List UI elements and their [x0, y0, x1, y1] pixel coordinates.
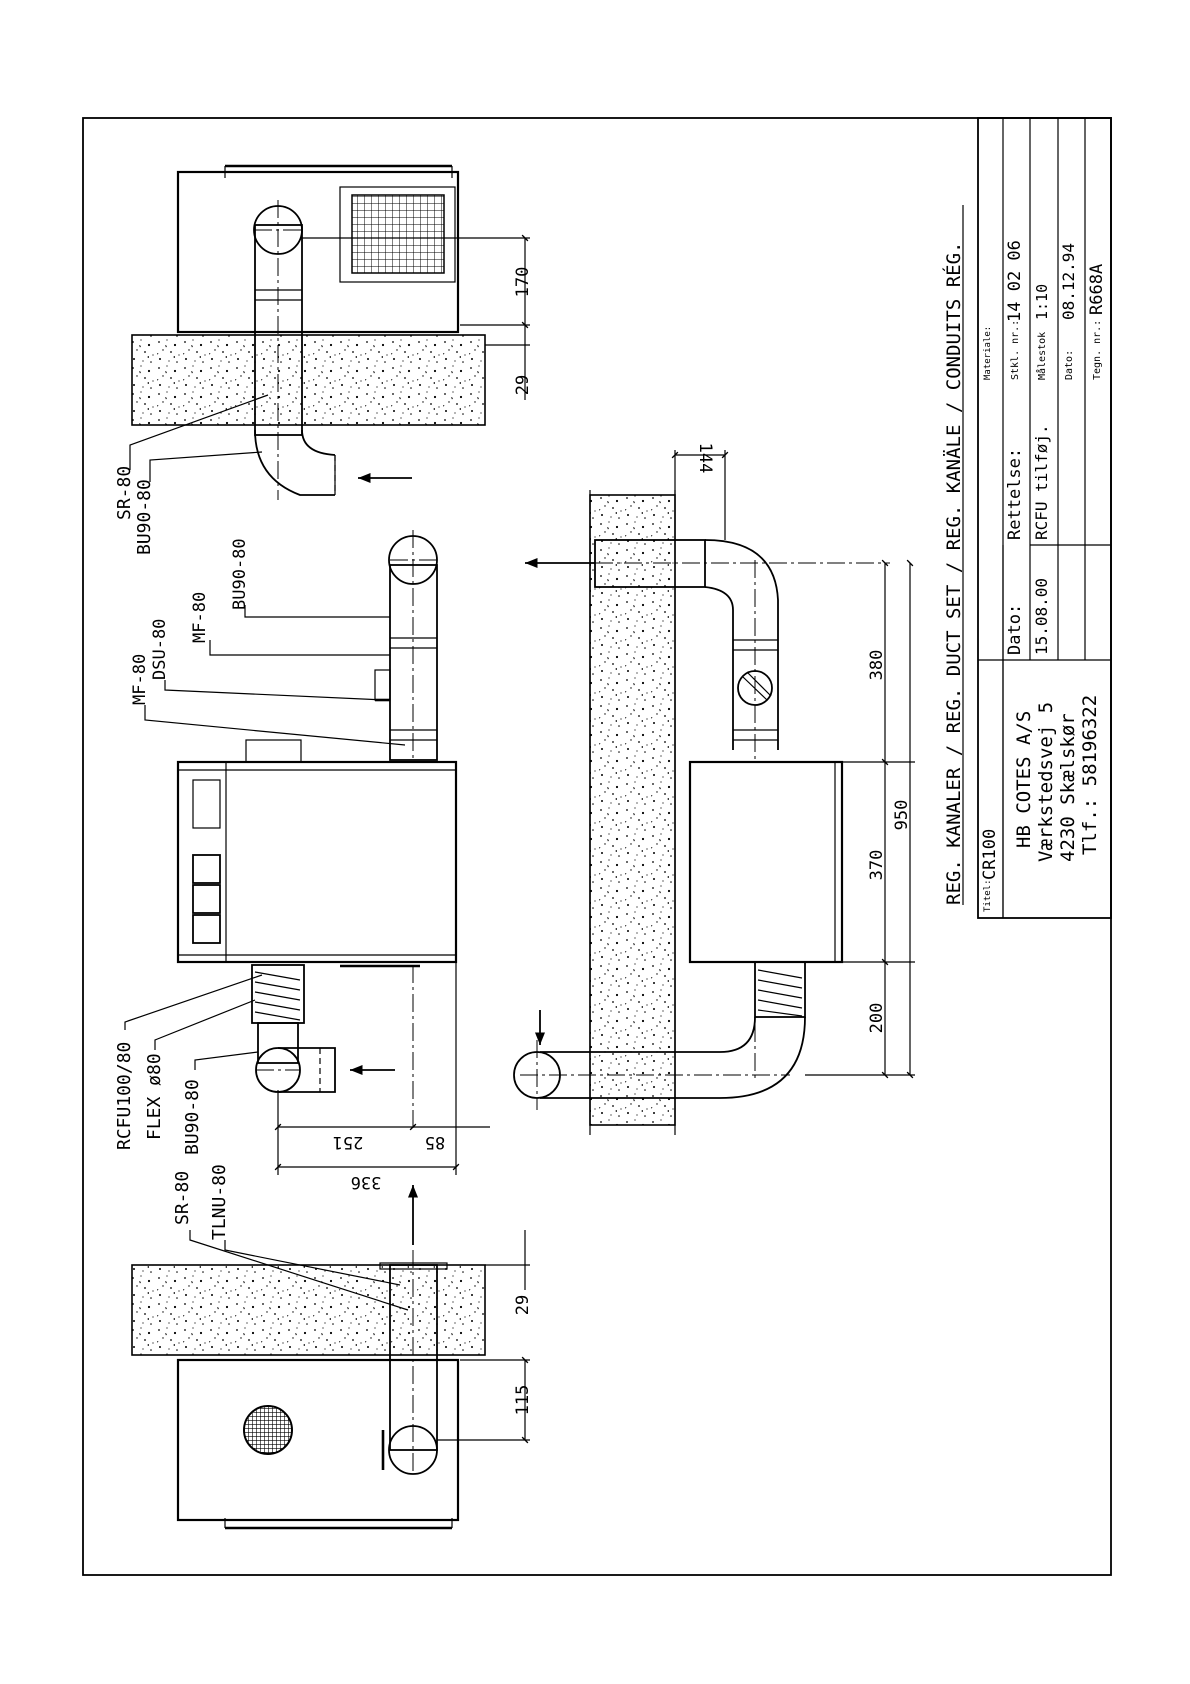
tb-dato-value: 08.12.94 [1059, 242, 1078, 320]
label-mf80-a: MF-80 [130, 653, 150, 705]
tb-company-2: Værkstedsvej 5 [1035, 701, 1057, 862]
dim-115: 115 [513, 1384, 533, 1416]
tb-company-3: 4230 Skælskør [1057, 713, 1079, 862]
dim-200: 200 [867, 1002, 887, 1034]
tb-tegn-value: R668A [1087, 263, 1107, 315]
label-rcfu: RCFU100/80 [114, 1041, 135, 1150]
label-flex: FLEX ø80 [144, 1053, 165, 1140]
label-sr80-low: SR-80 [172, 1170, 193, 1225]
dim-29-low: 29 [513, 1294, 533, 1316]
mid-flex [252, 965, 304, 1023]
drawing-title: REG. KANALER / REG. DUCT SET / REG. KANÄLE / CONDUITS RÉG. [943, 241, 965, 905]
dim-370: 370 [867, 849, 887, 881]
label-bu9080-low: BU90-80 [182, 1079, 203, 1155]
label-bu9080-top: BU90-80 [134, 479, 155, 555]
tb-rev-value: RCFU tilføj. [1032, 424, 1051, 540]
tb-tegn-label: Tegn. nr.: [1092, 319, 1103, 380]
tb-company-1: HB COTES A/S [1013, 710, 1035, 848]
dim-85: 85 [424, 1132, 446, 1152]
tb-rev-date-value: 15.08.00 [1032, 577, 1051, 655]
tb-stkl-label: Stkl. nr.: [1010, 319, 1021, 380]
tb-rev-date-label: Dato: [1005, 603, 1025, 655]
label-tlnu80: TLNU-80 [209, 1164, 230, 1240]
tb-titel-value: CR100 [980, 828, 1000, 880]
dim-336: 336 [350, 1172, 382, 1192]
tb-malestok-value: 1:10 [1033, 283, 1051, 320]
tb-titel-label: Titel: [983, 879, 993, 912]
dim-380: 380 [867, 649, 887, 681]
dim-251: 251 [332, 1132, 364, 1152]
top-wall [132, 335, 485, 425]
low-grille [244, 1406, 292, 1454]
dim-144: 144 [695, 442, 715, 474]
tb-dato-label: Dato: [1064, 349, 1075, 380]
dim-170: 170 [513, 266, 533, 298]
side-elevation-view [514, 443, 915, 1135]
label-bu9080-mid: BU90-80 [230, 538, 250, 610]
tb-stkl-value: 14 02 06 [1005, 240, 1025, 322]
title-block [978, 118, 1111, 918]
label-dsu80: DSU-80 [150, 618, 170, 680]
side-wall [590, 495, 675, 1125]
label-sr80-top: SR-80 [114, 465, 135, 520]
tb-materiale-label: Materiale: [983, 325, 993, 380]
dim-29-top: 29 [513, 374, 533, 396]
tb-company-4: Tlf.: 58196322 [1079, 694, 1101, 855]
bottom-inlet-view [132, 1164, 533, 1528]
low-unit-housing [178, 1360, 458, 1520]
tb-malestok-label: Målestok [1037, 331, 1048, 380]
tb-rev-label: Rettelse: [1005, 447, 1025, 540]
dim-950: 950 [892, 799, 912, 831]
top-outlet-view [114, 166, 533, 555]
label-mf80-b: MF-80 [190, 591, 210, 643]
side-unit-body [690, 762, 842, 962]
top-grille [352, 195, 444, 273]
middle-unit-view [114, 530, 490, 1192]
